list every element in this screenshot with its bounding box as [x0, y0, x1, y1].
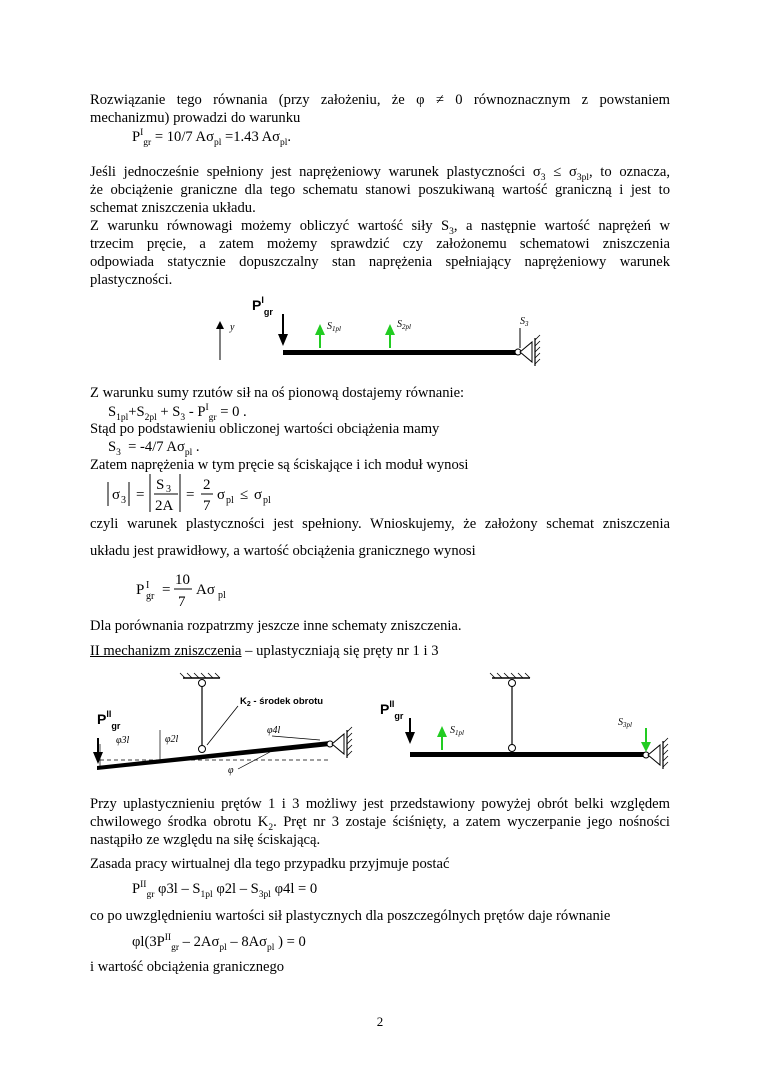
svg-text:pl: pl: [218, 590, 226, 601]
svg-text:gr: gr: [146, 591, 155, 602]
beam: [283, 350, 517, 355]
svg-text:7: 7: [203, 498, 211, 514]
pivot-k2: [199, 746, 206, 753]
svg-text:P: P: [136, 582, 145, 598]
para5-line1: Dla porównania rozpatrzmy jeszcze inne schematy zniszczenia.: [90, 618, 462, 634]
k2-label: $K_2$ - środek obrotu: [240, 696, 324, 708]
label-phi2l: φ2l: [165, 734, 179, 745]
y-axis-label: y: [230, 322, 235, 333]
svg-text:σ: σ: [217, 487, 226, 503]
load-label: $P^I_{gr}$: [252, 295, 273, 317]
equation-phi: $\varphi l(3P^{II}_{gr} - 2A\sigma_{pl} - 8A\sigma_{pl}$ ) = 0: [132, 933, 306, 953]
s1-label-3: $S_{1pl}$: [450, 725, 464, 737]
figure-mechanism-2-forces: [370, 670, 690, 780]
para3-line3: Zatem naprężenia w tym pręcie są ściskające i ich moduł wynosi: [90, 457, 469, 473]
svg-text:σ: σ: [112, 487, 121, 503]
svg-text:≤: ≤: [240, 487, 249, 503]
para3-line2: Stąd po podstawieniu obliczonej wartości obciążenia mamy: [90, 421, 440, 437]
top-hinge: [199, 680, 206, 687]
svg-text:3: 3: [121, 495, 126, 506]
s1-label: $S_{1pl}$: [327, 321, 341, 333]
para2-line7: plastyczności.: [90, 272, 173, 288]
para4-line2: układu jest prawidłowy, a wartość obciążenia granicznego wynosi: [90, 543, 476, 559]
svg-text:Aσ: Aσ: [196, 582, 215, 598]
svg-text:10: 10: [175, 572, 190, 588]
para2-line1: Jeśli jednocześnie spełniony jest naprężeniowy warunek plastyczności $\sigma_3 \le \sigma_{3pl}$, to oznacza,: [90, 164, 670, 183]
para4-line1: czyli warunek plastyczności jest spełniony. Wnioskujemy, że założony schemat zniszczenia: [90, 516, 670, 532]
para2-line3: schemat zniszczenia układu.: [90, 200, 256, 216]
para7-line1: co po uwzględnieniu wartości sił plastycznych dla poszczególnych prętów daje równanie: [90, 908, 611, 924]
para1-line1: Rozwiązanie tego równania (przy założeniu, że φ ≠ 0 równoznacznym z powstaniem: [90, 92, 671, 108]
svg-text:σ: σ: [254, 487, 263, 503]
svg-text:2: 2: [203, 477, 211, 493]
equation-virtual-work: $P^{II}_{gr}$ $\varphi 3l - S_{1pl}$ $\varphi 2l - S_{3pl}$ φ4l = 0: [132, 880, 318, 900]
support-triangle: [520, 342, 532, 362]
para8-line1: i wartość obciążenia granicznego: [90, 959, 285, 975]
para1-line2: mechanizmu) prowadzi do warunku: [90, 110, 301, 126]
equation-stress-abs: [100, 472, 340, 517]
load-label-3: $P^{II}_{gr}$: [380, 699, 404, 721]
s2-force-arrow-head: [385, 324, 395, 335]
para6-line1: Przy uplastycznieniu prętów 1 i 3 możliwy jest przedstawiony powyżej obrót belki względem: [90, 796, 670, 812]
svg-text:S: S: [156, 477, 165, 493]
s2-label: $S_{2pl}$: [397, 319, 411, 331]
para3-line1: Z warunku sumy rzutów sił na oś pionową dostajemy równanie:: [90, 385, 465, 401]
equation-final-load: [130, 566, 280, 614]
svg-text:=: =: [186, 487, 195, 503]
equation-pgr-1: $P^I_{gr} = 10/7$ $A\sigma_{pl} =1.43$ $A\sigma_{pl}$.: [132, 128, 292, 148]
svg-text:=: =: [136, 487, 145, 503]
equation-sum: $S_{1pl}+S_{2pl} + S_3 - P^I_{gr} = 0$ .: [108, 403, 247, 423]
svg-text:pl: pl: [226, 495, 234, 506]
para2-line6: odpowiada statycznie dopuszczalny stan naprężenia spełniający naprężeniowy warunek: [90, 254, 670, 270]
para2-line4: Z warunku równowagi możemy obliczyć wartość siły $S_3$, a następnie wartość naprężeń w: [90, 218, 670, 237]
svg-text:=: =: [162, 582, 171, 598]
s3-label: $S_3$: [520, 316, 529, 328]
svg-text:7: 7: [178, 594, 186, 610]
para6-line3: nastąpiło ze względu na siłę ściskającą.: [90, 832, 321, 848]
support-hatching: [535, 335, 540, 364]
svg-text:I: I: [146, 580, 150, 591]
rotated-beam: [97, 741, 330, 770]
s3-label-3: $S_{3pl}$: [618, 717, 632, 729]
svg-text:2A: 2A: [155, 498, 174, 514]
s1-force-arrow-head: [315, 324, 325, 335]
para2-line2: że obciążenie graniczne dla tego schematu stanowi poszukiwaną wartość graniczną i jest to: [90, 182, 670, 198]
label-phi3l: φ3l: [116, 735, 130, 746]
label-phi: φ: [228, 765, 234, 776]
svg-text:3: 3: [166, 484, 171, 495]
svg-text:pl: pl: [263, 495, 271, 506]
para2-line5: trzecim pręcie, a zatem możemy sprawdzić czy założonemu schematowi zniszczenia: [90, 236, 670, 252]
figure-mechanism-2-kinematics: [0, 670, 370, 780]
label-phi4l: φ4l: [267, 725, 281, 736]
page-number: 2: [376, 1014, 384, 1029]
load-label-2: $P^{II}_{gr}$: [97, 709, 121, 731]
section-heading-mechanism-2: II mechanizm zniszczenia – uplastyczniają się pręty nr 1 i 3: [90, 643, 439, 659]
load-arrow-head: [278, 334, 288, 346]
para6-line4: Zasada pracy wirtualnej dla tego przypadku przyjmuje postać: [90, 856, 450, 872]
equation-s3: $S_3 = -4/7$ $A\sigma_{pl}$ .: [108, 439, 200, 458]
para6-line2: chwilowego środka obrotu $K_2$. Pręt nr 3 zostaje ściśnięty, a zatem wyczerpanie jego nośności: [90, 814, 670, 833]
figure-mechanism-1: [0, 290, 760, 370]
